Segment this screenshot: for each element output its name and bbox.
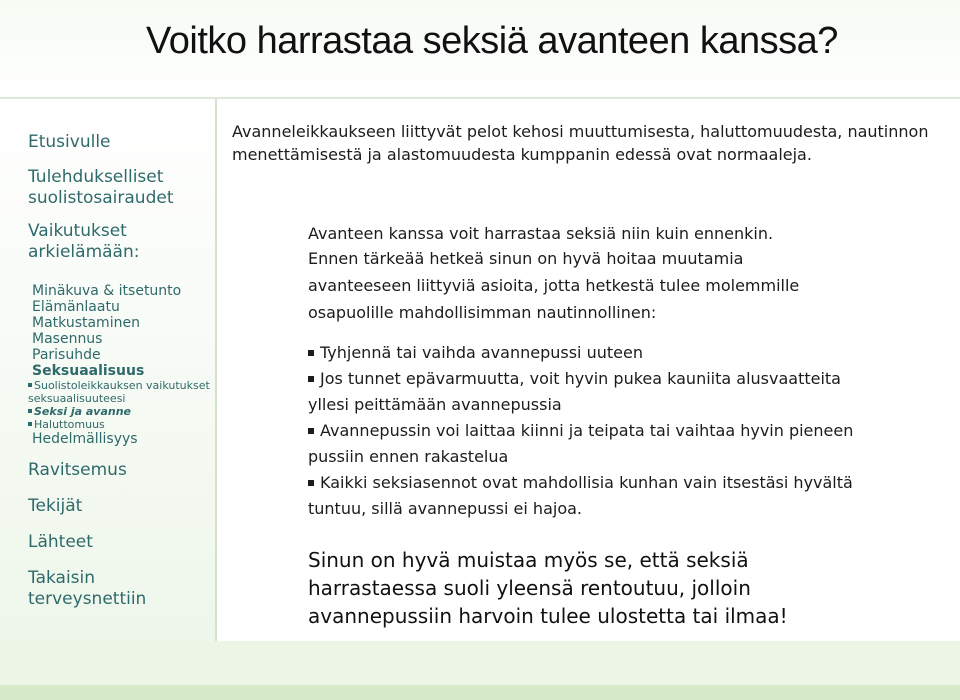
subnav-list — [28, 283, 212, 447]
list-item: Kaikki seksiasennot ovat mahdollisia kunhan vain itsestäsi hyvältä tuntuu, sillä avannepussi ei hajoa. — [308, 473, 853, 518]
subnav-depression[interactable]: Masennus — [32, 331, 103, 347]
subnav-sex-and-stoma[interactable]: Seksi ja avanne — [28, 405, 212, 418]
sidebar — [0, 99, 215, 641]
subnav-fertility[interactable]: Hedelmällisyys — [32, 431, 138, 447]
list-item: Tyhjennä tai vaihda avannepussi uuteen — [308, 340, 868, 366]
subnav-travel[interactable]: Matkustaminen — [32, 315, 140, 331]
nav-link-authors[interactable]: Tekijät — [28, 496, 83, 516]
main-paragraph-lead: Avanteen kanssa voit harrastaa seksiä niin kuin ennenkin. — [308, 224, 774, 243]
nav-link-daily-life[interactable]: Vaikutukset arkielämään: — [28, 221, 140, 262]
main-paragraph-body: Ennen tärkeää hetkeä sinun on hyvä hoitaa muutamia avanteeseen liittyviä asioita, jotta hetkestä tulee molemmille osapuolille mahdollisimman nautinnollinen: — [308, 249, 800, 322]
subnav-relationship[interactable]: Parisuhde — [32, 347, 101, 363]
tips-list — [308, 340, 868, 522]
subnav-quality-of-life[interactable]: Elämänlaatu — [32, 299, 120, 315]
bullet-square-icon — [308, 376, 314, 382]
page-title: Voitko harrastaa seksiä avanteen kanssa? — [146, 20, 838, 62]
subnav-surgery-effects[interactable]: Suolistoleikkauksen vaikutukset seksuaalisuuteesi — [28, 379, 210, 405]
bullet-square-icon — [308, 428, 314, 434]
footer-band — [0, 685, 960, 700]
list-item: Avannepussin voi laittaa kiinni ja teipata tai vaihtaa hyvin pieneen pussiin ennen rakastelua — [308, 421, 854, 466]
nav-link-ibd[interactable]: Tulehdukselliset suolistosairaudet — [28, 167, 174, 208]
bullet-square-icon — [28, 383, 32, 387]
nav-link-nutrition[interactable]: Ravitsemus — [28, 460, 127, 480]
closing-note: Sinun on hyvä muistaa myös se, että seksiä harrastaessa suoli yleensä rentoutuu, jolloin avannepussiin harvoin tulee ulostetta tai ilmaa! — [308, 548, 788, 628]
bullet-square-icon — [28, 422, 32, 426]
sidebar-divider — [215, 99, 217, 641]
nav-link-sources[interactable]: Lähteet — [28, 532, 93, 552]
list-item: Jos tunnet epävarmuutta, voit hyvin pukea kauniita alusvaatteita yllesi peittämään avannepussia — [308, 369, 841, 414]
subnav-sexuality[interactable]: Seksuaalisuus — [32, 363, 145, 379]
subnav-self-image[interactable]: Minäkuva & itsetunto — [32, 283, 182, 299]
nav-link-back[interactable]: Takaisin terveysnettiin — [28, 568, 147, 609]
intro-paragraph: Avanneleikkaukseen liittyvät pelot kehosi muuttumisesta, haluttomuudesta, nautinnon menettämisestä ja alastomuudesta kumppanin edessä ovat normaaleja. — [232, 122, 929, 164]
header — [0, 0, 960, 100]
bullet-square-icon — [28, 409, 32, 413]
nav-link-home[interactable]: Etusivulle — [28, 132, 111, 152]
bullet-square-icon — [308, 480, 314, 486]
main-paragraph — [308, 222, 848, 326]
subnav-low-desire[interactable]: Haluttomuus — [28, 418, 212, 431]
bullet-square-icon — [308, 350, 314, 356]
